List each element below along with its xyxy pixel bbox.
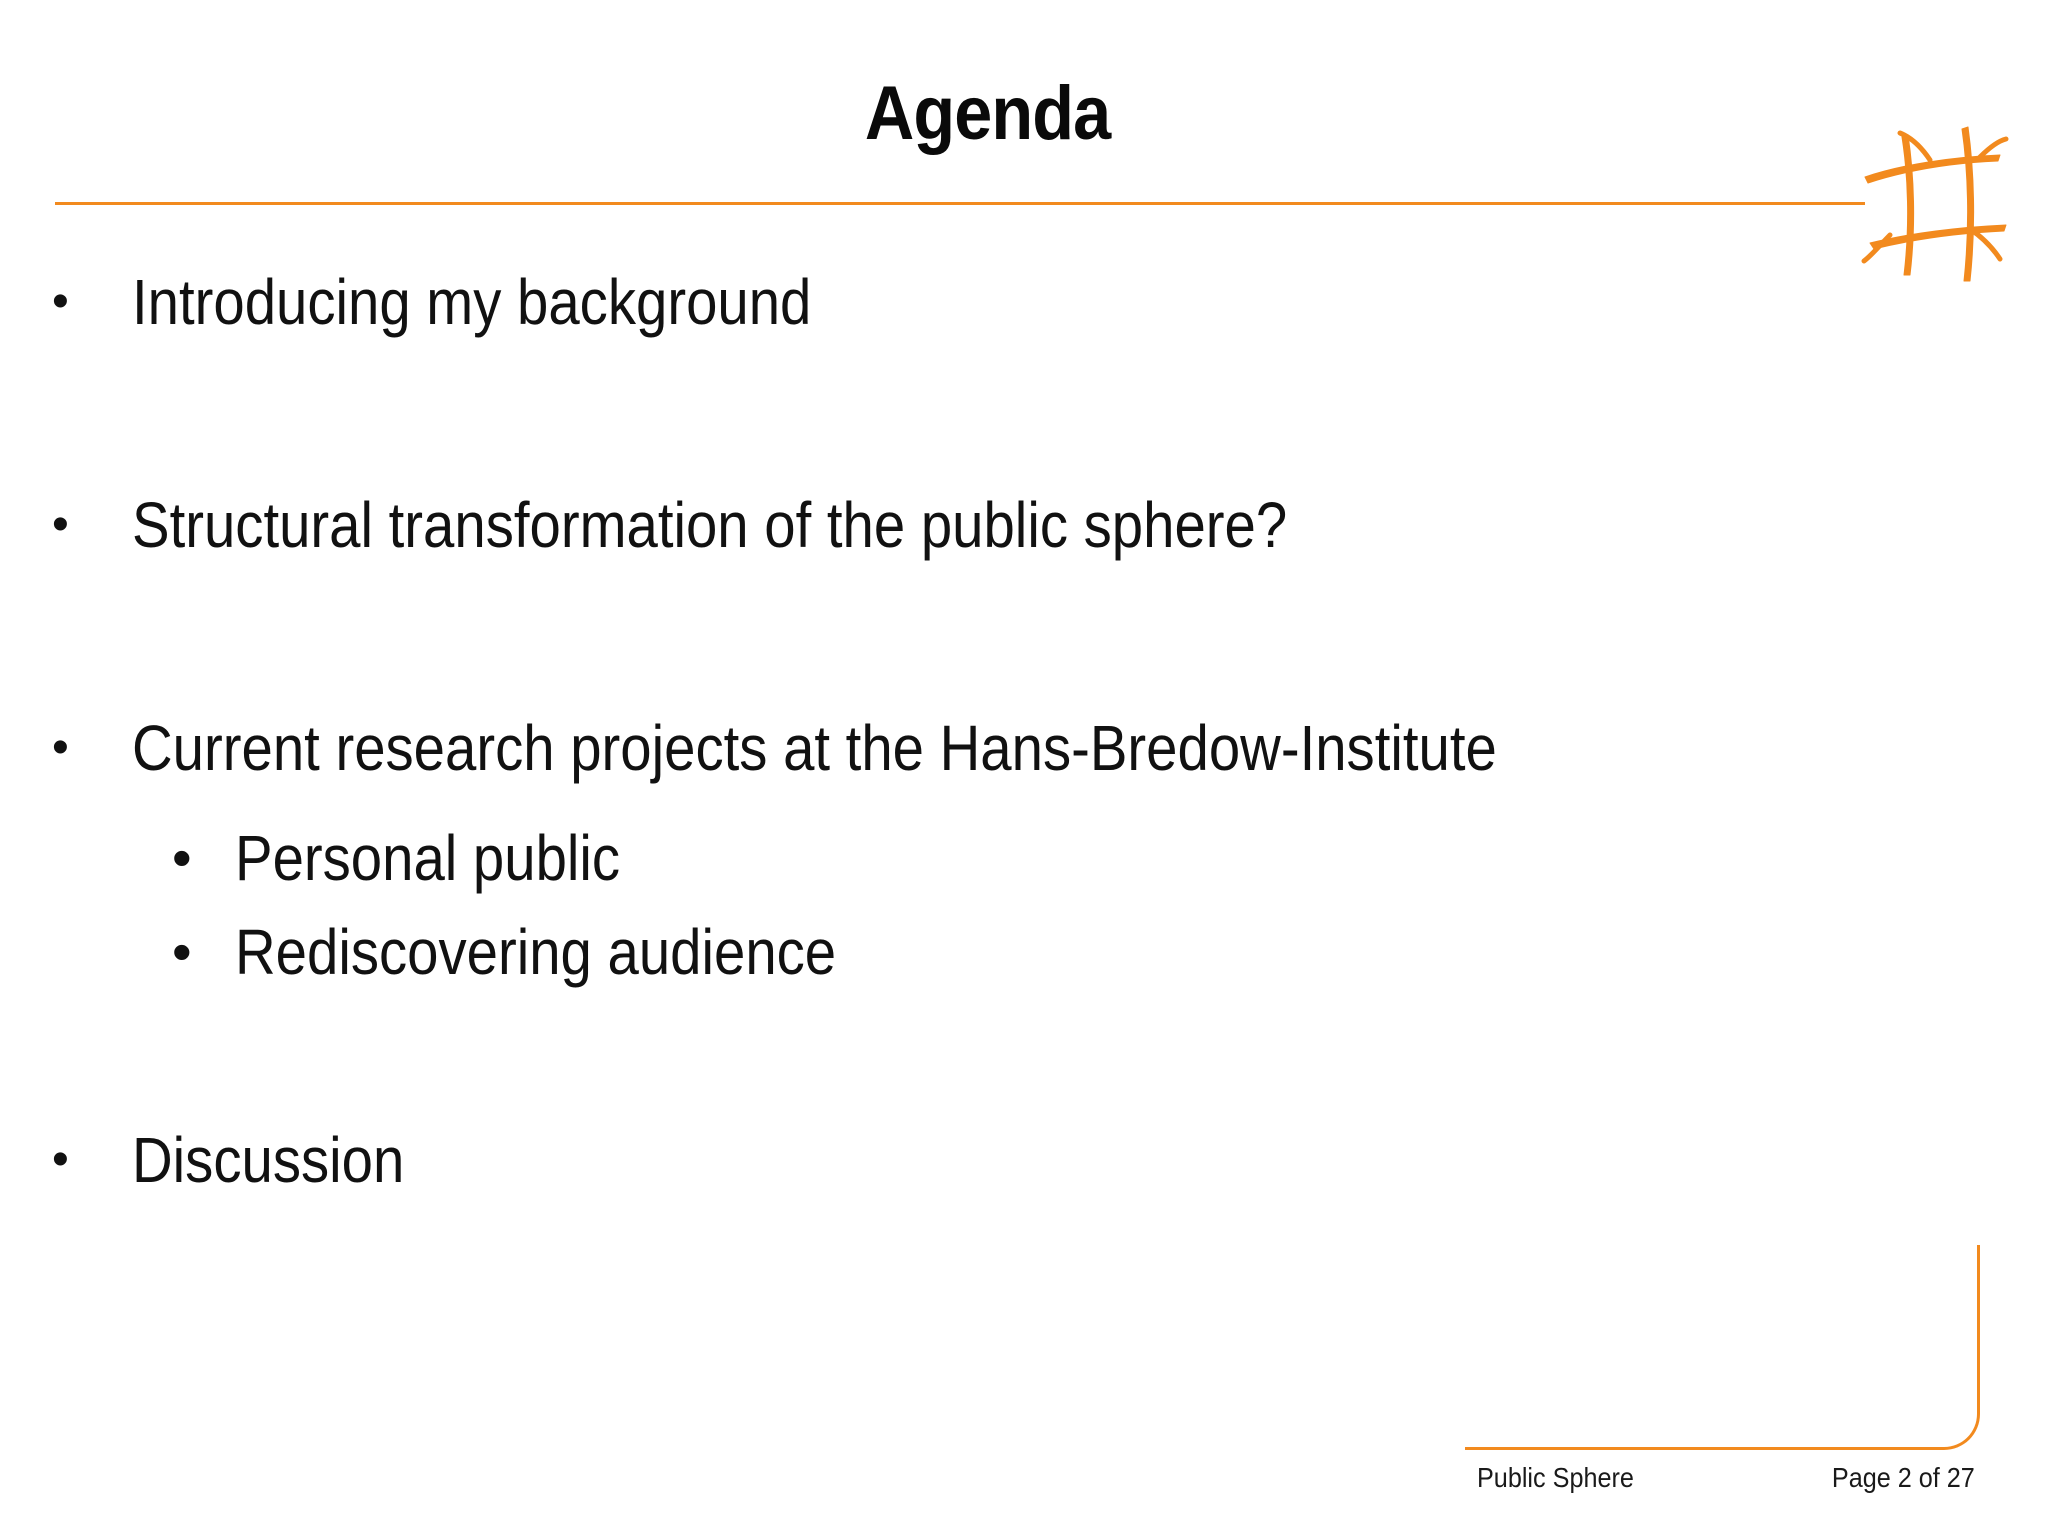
- agenda-subitem-personal-public: [0, 818, 1800, 898]
- footer-presentation-title: Public Sphere: [1477, 1462, 1634, 1493]
- agenda-item-discussion: [0, 1120, 1800, 1200]
- agenda-item-label: Discussion: [132, 1124, 405, 1196]
- agenda-item-background: [0, 262, 1800, 342]
- agenda-subitem-label: Rediscovering audience: [235, 916, 837, 988]
- sub-bullet: •: [172, 826, 192, 889]
- agenda-item-label: Current research projects at the Hans-Bredow-Institute: [132, 712, 1497, 784]
- slide-title: Agenda: [864, 71, 1111, 156]
- bullet: •: [52, 498, 69, 551]
- bullet: •: [52, 275, 69, 328]
- agenda-item-structural-transformation: [0, 485, 1800, 565]
- agenda-item-label: Structural transformation of the public sphere?: [132, 489, 1288, 561]
- footer-page-number: Page 2 of 27: [1832, 1462, 1975, 1493]
- agenda-item-current-research: [0, 708, 1800, 788]
- bullet: •: [52, 1133, 69, 1186]
- bullet: •: [52, 721, 69, 774]
- agenda-subitem-rediscovering-audience: [0, 912, 1800, 992]
- footer-frame: [1465, 1245, 1980, 1450]
- sub-bullet: •: [172, 920, 192, 983]
- agenda-item-label: Introducing my background: [132, 266, 812, 338]
- agenda-subitem-label: Personal public: [235, 822, 621, 894]
